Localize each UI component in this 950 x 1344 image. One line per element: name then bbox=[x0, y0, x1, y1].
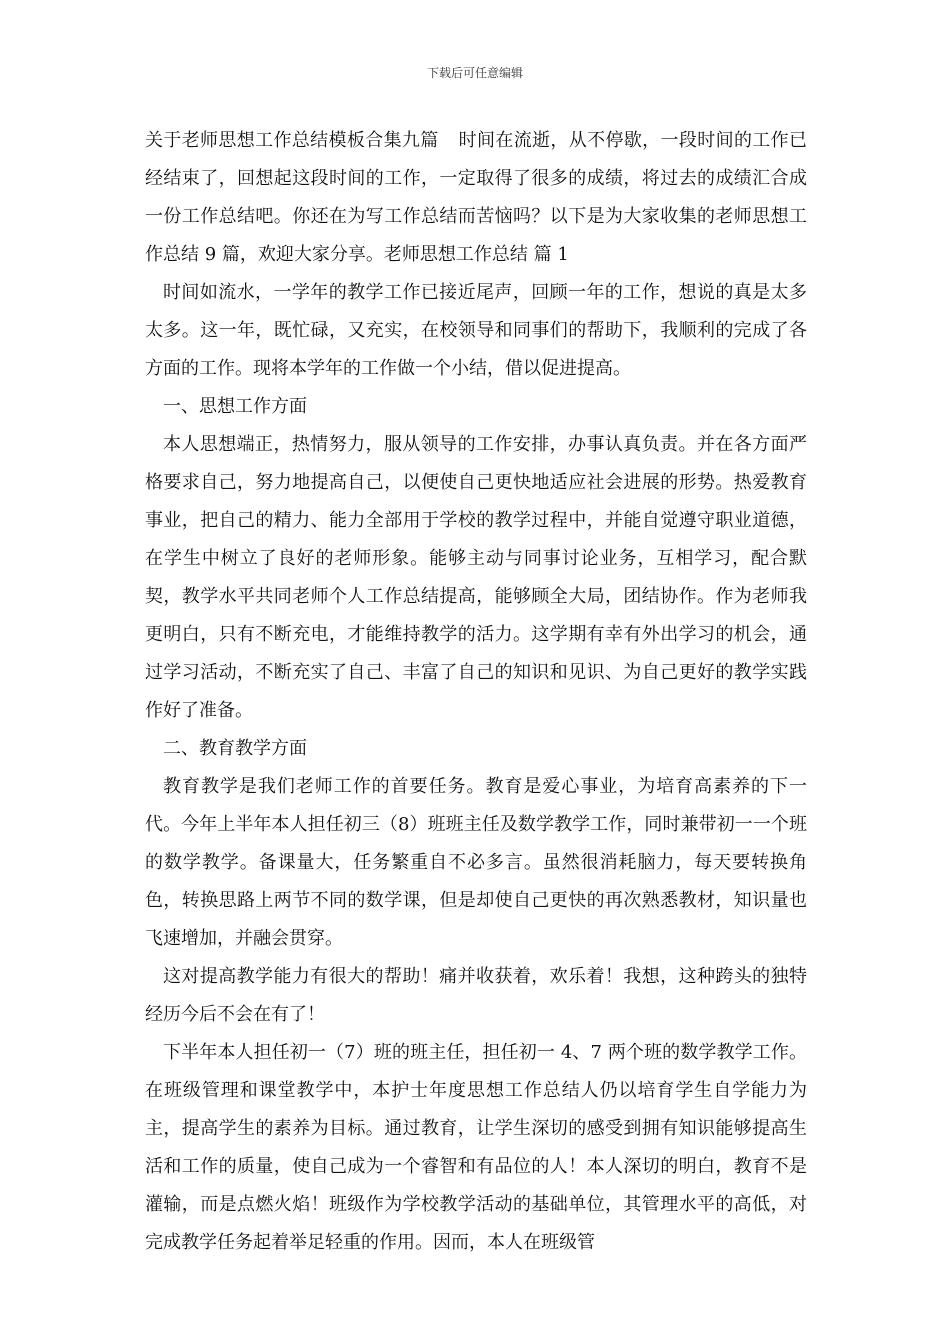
paragraph-1: 时间如流水，一学年的教学工作已接近尾声，回顾一年的工作，想说的真是太多太多。这一年，既忙碌，又充实，在校领导和同事们的帮助下，我顺利的完成了各方面的工作。现将本学年的工作做一个小结，借以促进提高。 bbox=[145, 282, 807, 379]
paragraph-3: 教育教学是我们老师工作的首要任务。教育是爱心事业，为培育高素养的下一代。今年上半年本人担任初三（8）班班主任及数学教学工作，同时兼带初一一个班的数学教学。备课量大，任务繁重自不必多言。虽然很消耗脑力，每天要转换角色，转换思路上两节不同的数学课，但是却使自己更快的再次熟悉教材，知识量也飞速增加，并融会贯穿。 bbox=[145, 776, 807, 949]
paragraph-2: 本人思想端正，热情努力，服从领导的工作安排，办事认真负责。并在各方面严格要求自己，努力地提高自己，以便使自己更快地适应社会进展的形势。热爱教育事业，把自己的精力、能力全部用于学校的教学过程中，并能自觉遵守职业道德，在学生中树立了良好的老师形象。能够主动与同事讨论业务，互相学习，配合默契，教学水平共同老师个人工作总结提高，能够顾全大局，团结协作。作为老师我更明白，只有不断充电，才能维持教学的活力。这学期有幸有外出学习的机会，通过学习活动，不断充实了自己、丰富了自己的知识和见识、为自己更好的教学实践作好了准备。 bbox=[145, 434, 807, 721]
section-heading-1: 一、思想工作方面 bbox=[163, 396, 307, 417]
intro-paragraph bbox=[145, 122, 807, 274]
document-title: 关于老师思想工作总结模板合集九篇 bbox=[145, 130, 439, 151]
section-heading-2: 二、教育教学方面 bbox=[163, 738, 307, 759]
paragraph-5: 下半年本人担任初一（7）班的班主任，担任初一 4、7 两个班的数学教学工作。在班级管理和课堂教学中，本护士年度思想工作总结人仍以培育学生自学能力为主，提高学生的素养为目标。通过教育，让学生深切的感受到拥有知识能够提高生活和工作的质量，使自己成为一个睿智和有品位的人！本人深切的明白，教育不是灌输，而是点燃火焰！班级作为学校教学活动的基础单位，其管理水平的高低，对完成教学任务起着举足轻重的作用。因而，本人在班级管 bbox=[145, 1042, 807, 1253]
document-body bbox=[145, 122, 807, 1262]
intro-text: 时间在流逝，从不停歇，一段时间的工作已经结束了，回想起这段时间的工作，一定取得了很多的成绩，将过去的成绩汇合成一份工作总结吧。你还在为写工作总结而苦恼吗？以下是为大家收集的老师思想工作总结 9 篇，欢迎大家分享。老师思想工作总结 篇 1 bbox=[145, 130, 808, 265]
paragraph-4: 这对提高教学能力有很大的帮助！痛并收获着，欢乐着！我想，这种跨头的独特经历今后不会在有了！ bbox=[145, 966, 807, 1025]
page-header-note: 下载后可任意编辑 bbox=[426, 66, 523, 80]
